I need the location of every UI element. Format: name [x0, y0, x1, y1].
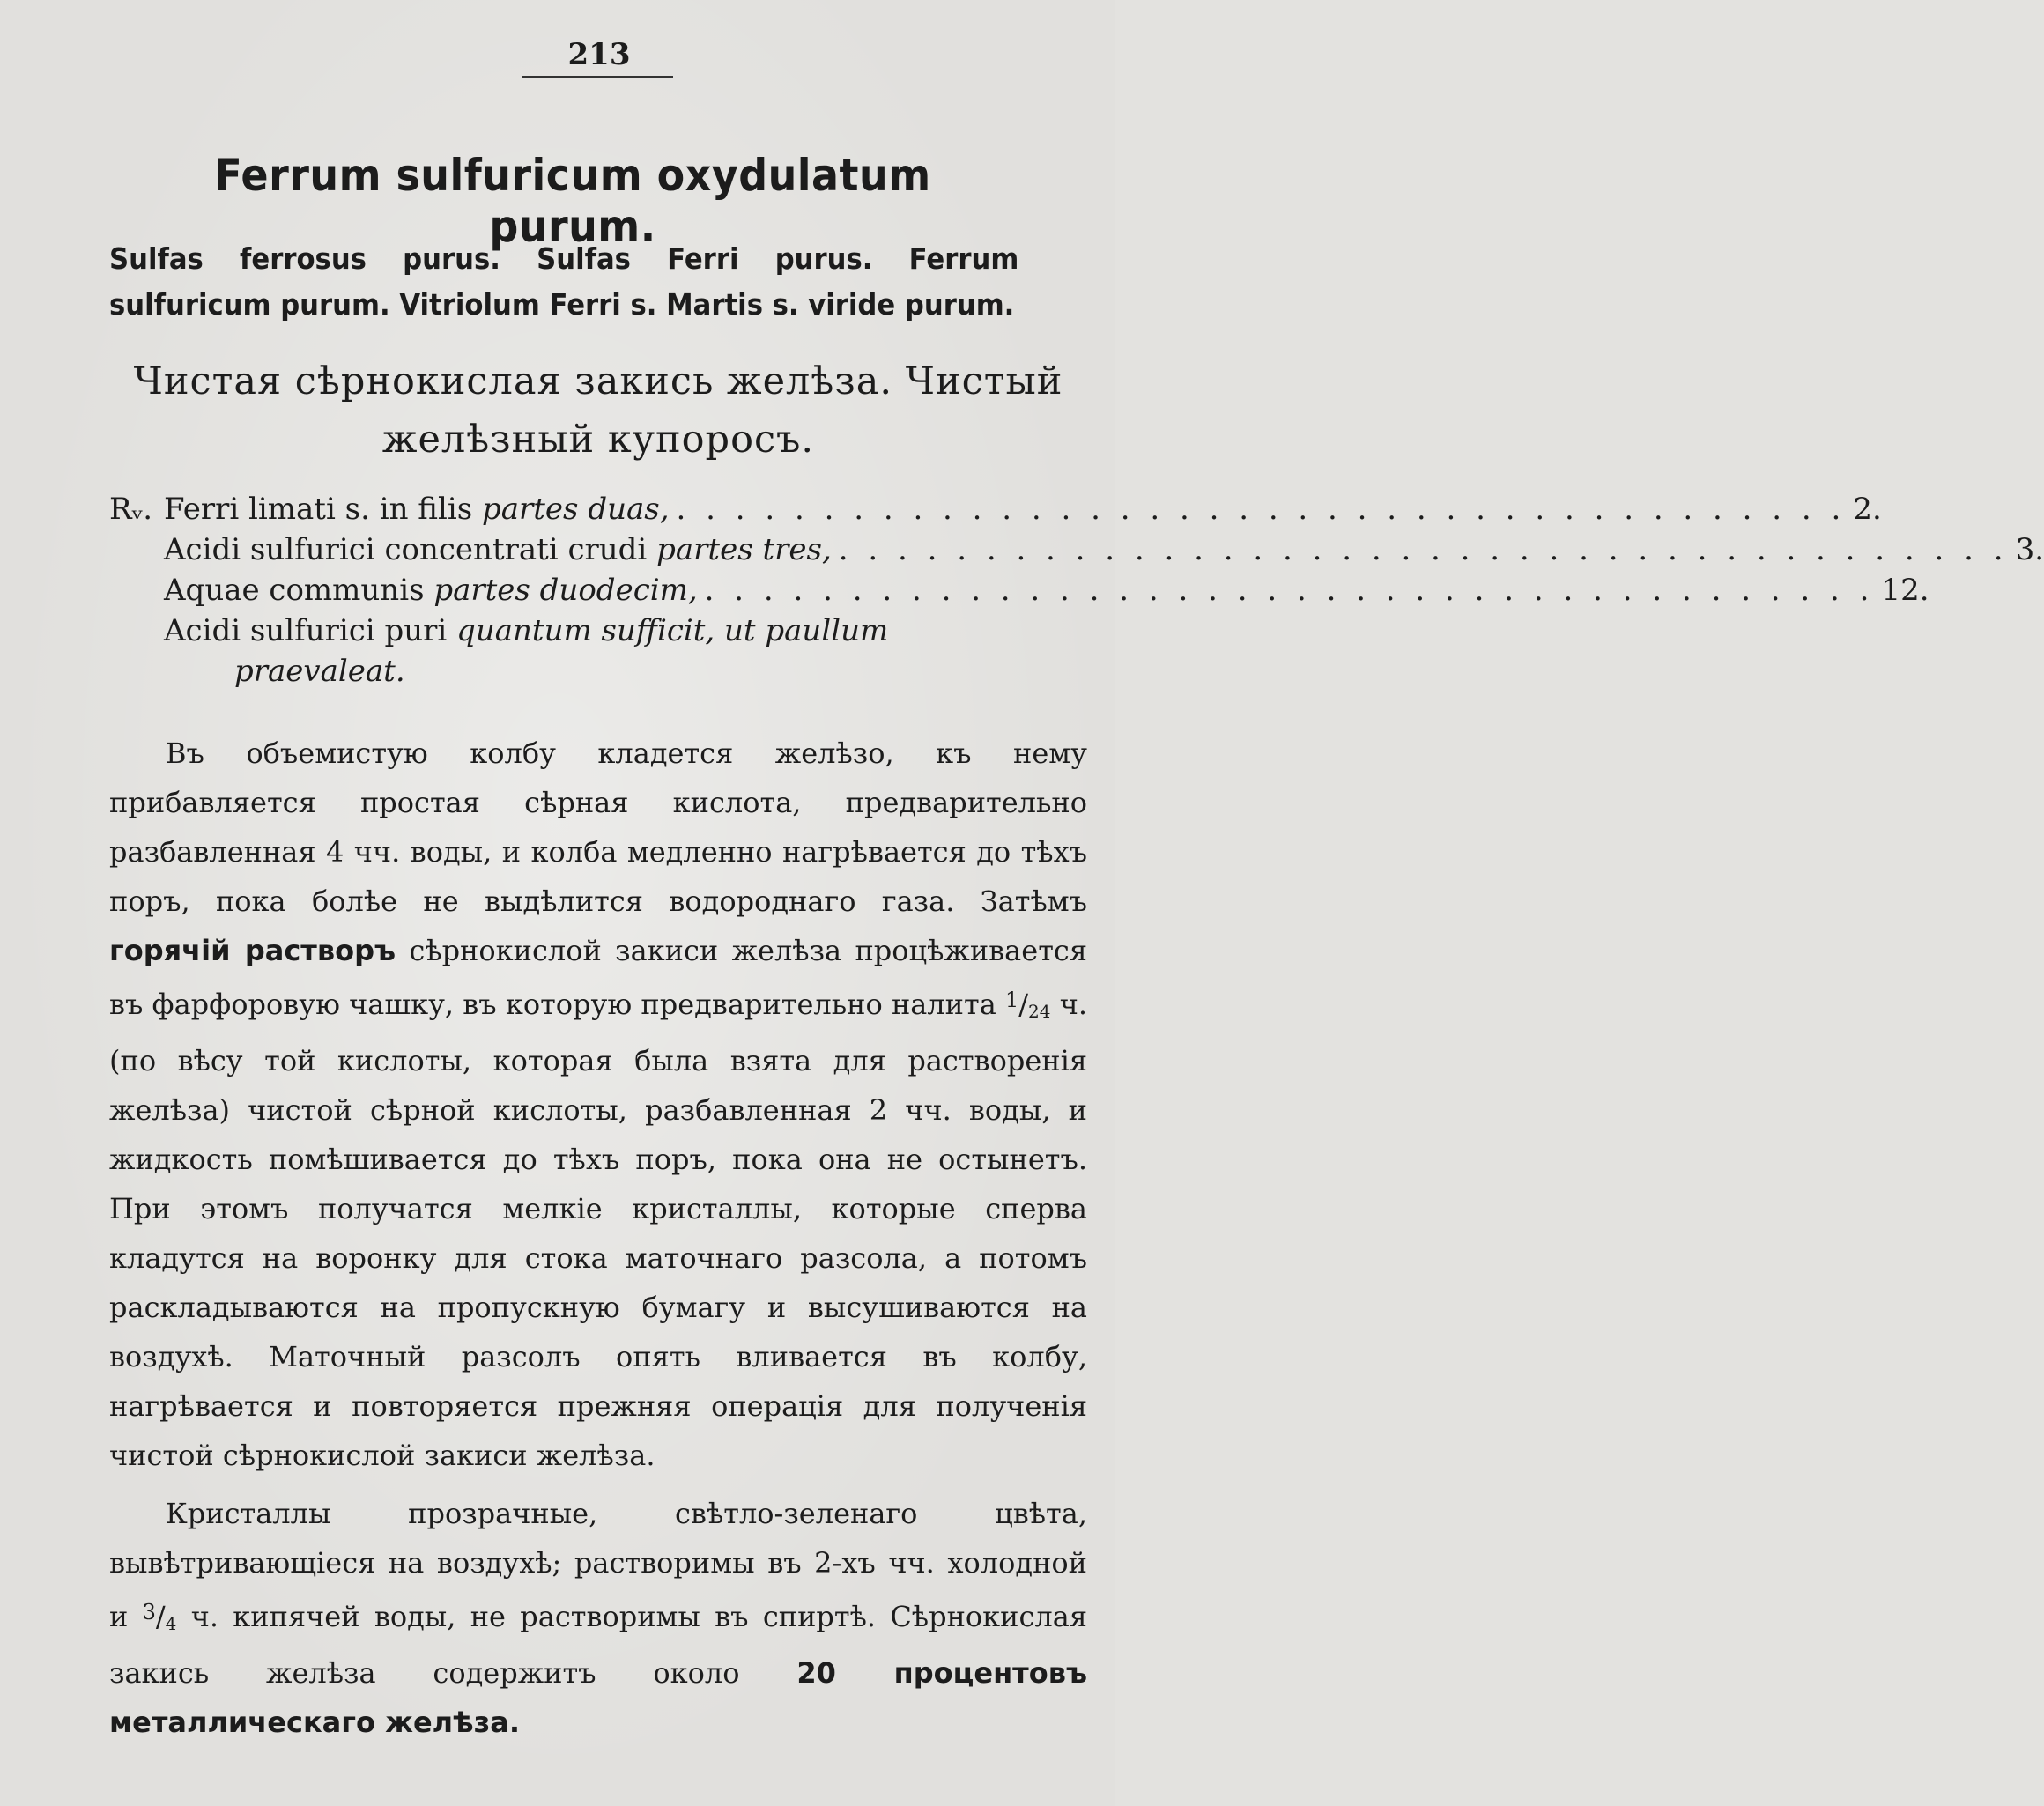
fraction-numerator: 3	[142, 1600, 156, 1625]
ingredient	[164, 611, 888, 651]
recipe-block	[109, 489, 2044, 692]
recipe-row	[109, 611, 1087, 651]
ingredient-quantity: 3.	[2015, 532, 2044, 567]
ingredient	[164, 570, 698, 611]
ingredient-name: Aquae communis	[164, 573, 425, 608]
ingredient-amount: partes duas,	[481, 492, 670, 527]
recipe-continuation: praevaleat.	[234, 654, 405, 689]
recipe-row	[109, 570, 1929, 611]
russian-title-line-2: желѣзный купоросъ.	[381, 418, 815, 462]
leader-dots: . . . . . . . . . . . . . . . . . . . . . . . . . . . . . . . . . . . . . . . .	[676, 492, 1847, 527]
bold-emphasis: горячiй растворъ	[109, 934, 396, 967]
ingredient-name: Acidi sulfurici puri	[164, 613, 448, 648]
ingredient-name: Acidi sulfurici concentrati crudi	[164, 532, 648, 567]
russian-title-line-1: Чистая сѣрнокислая закись желѣза. Чистый	[133, 359, 1063, 403]
fraction-denominator: 24	[1028, 1001, 1051, 1022]
russian-title	[109, 352, 1087, 469]
ingredient-amount: quantum sufficit, ut paullum	[456, 613, 889, 648]
page-number: 213	[567, 37, 631, 72]
ingredient	[164, 489, 670, 529]
recipe-row	[109, 529, 2044, 570]
leader-dots: . . . . . . . . . . . . . . . . . . . . . . . . . . . . . . . . . . . . . . . .	[704, 573, 1875, 608]
page-number-rule	[522, 76, 673, 78]
fraction-numerator: 1	[1004, 988, 1019, 1012]
recipe-row	[109, 489, 1882, 529]
ingredient-quantity: 12.	[1881, 573, 1929, 608]
ingredient-amount: partes duodecim,	[433, 573, 698, 608]
paragraph-properties: Кристаллы прозрачные, свѣтло-зеленаго цвѣта, вывѣтривающiеся на воздухѣ; растворимы въ 2-хъ чч. холодной и $^3$/4 ч. кипячей воды, не растворимы въ спиртѣ. Сѣрнокислая закись желѣза содержитъ около 20 процентовъ металлическаго желѣза.	[109, 1497, 1088, 1739]
bold-emphasis: 20 процентовъ металлическаго желѣза.	[109, 1656, 1087, 1739]
ingredient-amount: partes tres,	[656, 532, 832, 567]
ingredient	[164, 529, 832, 570]
article-title: Ferrum sulfuricum oxydulatum purum.	[214, 150, 931, 252]
fraction-denominator: 4	[165, 1613, 177, 1634]
leader-dots: . . . . . . . . . . . . . . . . . . . . . . . . . . . . . . . . . . . . . . . .	[838, 532, 2009, 567]
latin-synonyms: Sulfas ferrosus purus. Sulfas Ferri purus. Ferrum sulfuricum purum. Vitriolum Ferri s. Martis s. viride purum.	[109, 241, 1019, 322]
body-text	[109, 729, 1087, 1747]
paragraph-preparation: Въ объемистую колбу кладется желѣзо, къ нему прибавляется простая сѣрная кислота, предварительно разбавленная 4 чч. воды, и колба медленно нагрѣвается до тѣхъ поръ, пока болѣе не выдѣлится водороднаго газа. Затѣмъ горячiй растворъ сѣрнокислой закиси желѣза процѣживается въ фарфоровую чашку, въ которую предварительно налита $^1$/24 ч. (по вѣсу той кислоты, которая была взята для растворенiя желѣза) чистой сѣрной кислоты, разбавленная 2 чч. воды, и жидкость помѣшивается до тѣхъ поръ, пока она не остынетъ. При этомъ получатся мелкiе кристаллы, которые сперва кладутся на воронку для стока маточнаго разсола, а потомъ раскладываются на пропускную бумагу и высушиваются на воздухѣ. Маточный разсолъ опять вливается въ колбу, нагрѣвается и повторяется прежняя операцiя для полученiя чистой сѣрнокислой закиси желѣза.	[109, 736, 1088, 1472]
ingredient-quantity: 2.	[1853, 492, 1882, 527]
recipe-symbol: Rᵥ.	[109, 492, 153, 527]
ingredient-name: Ferri limati s. in filis	[164, 492, 473, 527]
